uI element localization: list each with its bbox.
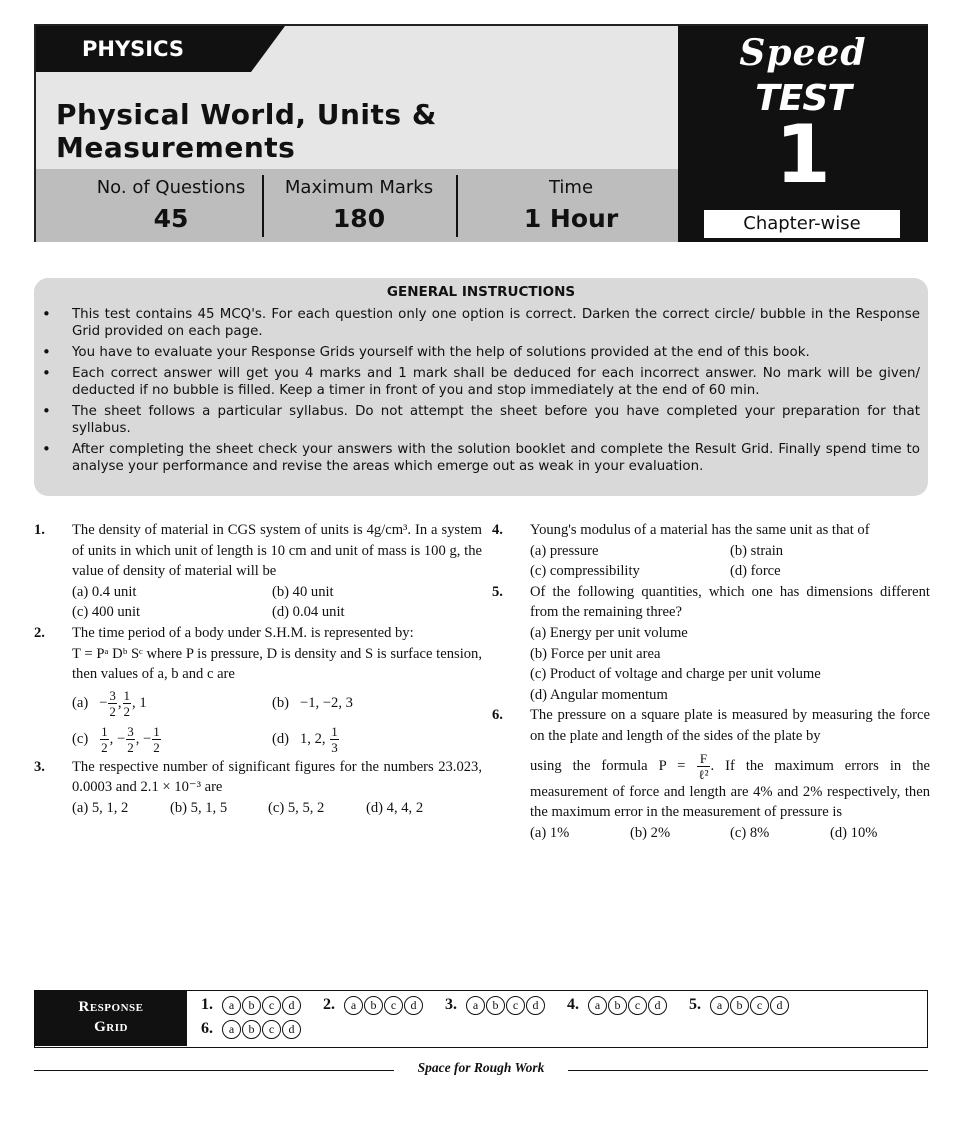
option-label: (d) [272,730,290,747]
option-a: (a) 0.4 unit [72,583,137,600]
answer-bubble-a[interactable]: a [222,1020,241,1039]
instructions-list [42,306,920,479]
denominator: 2 [127,739,134,755]
answer-bubble-c[interactable]: c [262,996,281,1015]
stat-value: 45 [153,204,189,233]
stat-value: 1 Hour [523,204,619,233]
general-instructions [34,278,928,496]
answer-bubble-b[interactable]: b [730,996,749,1015]
response-item [567,993,667,1017]
fraction [123,688,132,719]
instruction-item: • The sheet follows a particular syllabus. Do not attempt the sheet before you have completed your preparation for that syllabus. [42,403,920,437]
fraction [152,724,161,755]
stat-time [476,169,666,242]
numerator: 3 [127,723,134,739]
option-label: (c) [72,730,89,747]
question-4 [492,520,930,582]
rough-work-footer [34,1060,928,1080]
denominator: 2 [101,739,108,755]
option-value: 1, 2, [299,730,326,747]
option-b: (b) 40 unit [272,583,334,600]
option-c: (c) $\frac{1}{2}$ , − $\frac{3}{2}$ , − $\frac{1}{2}$ [72,723,160,755]
question-5 [492,582,930,706]
answer-bubble-d[interactable]: d [770,996,789,1015]
answer-bubble-d[interactable]: d [404,996,423,1015]
response-item-number: 2. [323,996,335,1013]
response-grid-label-line: Response [78,999,144,1015]
answer-bubble-a[interactable]: a [466,996,485,1015]
minus-sign: − [99,694,108,711]
option-c: (c) 8% [730,824,770,841]
questions-left-column [34,520,482,819]
question-1 [34,520,482,623]
stat-divider [456,175,458,237]
question-stem: The pressure on a square plate is measured by measuring the force on the plate and length of the sides of the plate by [530,707,930,744]
options-row [72,602,482,623]
option-b: (b) 5, 1, 5 [170,799,228,816]
options-row [72,582,482,603]
denominator: ℓ² [698,766,709,782]
answer-bubble-c[interactable]: c [262,1020,281,1039]
question-number: 1. [34,522,45,538]
speed-label: Speed [739,32,867,74]
answer-bubble-c[interactable]: c [750,996,769,1015]
response-item [323,993,423,1017]
answer-bubble-c[interactable]: c [506,996,525,1015]
fraction [330,724,339,755]
response-grid-label-line: Grid [94,1019,128,1035]
response-item [201,1017,301,1041]
options-row [72,685,482,721]
option-b [272,685,353,721]
stat-label: No. of Questions [96,177,246,198]
response-grid-items [201,993,921,1041]
response-item-number: 1. [201,996,213,1013]
stat-marks [264,169,454,242]
test-label: TEST [755,78,851,119]
answer-bubble-d[interactable]: d [648,996,667,1015]
option-b: (b) Force per unit area [530,645,661,662]
option-b: (b) 2% [630,824,671,841]
question-stem: The respective number of significant figures for the numbers 23.023, 0.0003 and 2.1 × 10⁻³ are [72,758,482,796]
question-number: 6. [492,707,503,724]
option-d [272,721,340,757]
option-a: (a) − $\frac{3}{2}$ , $\frac{1}{2}$ , 1 [72,687,147,719]
test-header [34,24,928,242]
option-d: (d) Angular momentum [530,686,668,703]
option-a: (a) 5, 1, 2 [72,799,129,816]
response-item-number: 4. [567,996,579,1013]
option-c: (c) compressibility [530,563,640,580]
answer-bubble-a[interactable]: a [222,996,241,1015]
numerator: 1 [101,723,108,739]
option-d: (d) 10% [830,824,878,841]
option-a: (a) pressure [530,542,599,559]
stat-label: Time [548,177,594,198]
stats-bar [36,169,678,242]
response-grid-label [35,991,187,1046]
option-b: (b) strain [730,542,784,559]
option-a: (a) Energy per unit volume [530,624,688,641]
answer-bubble-d[interactable]: d [282,1020,301,1039]
formula-prefix: using the formula P = [530,757,686,774]
rough-work-label: Space for Rough Work [417,1060,545,1075]
answer-bubble-c[interactable]: c [384,996,403,1015]
question-stem: Young's modulus of a material has the same unit as that of [530,522,870,538]
speed-test-badge [678,26,928,242]
instruction-item: • You have to evaluate your Response Grids yourself with the help of solutions provided at the end of this book. [42,344,920,361]
response-item [201,993,301,1017]
pressure-formula [697,751,709,782]
numerator: 1 [123,687,131,703]
response-item [689,993,789,1017]
questions-right-column [492,520,930,843]
chapter-title: Physical World, Units & Measurements [56,98,437,164]
fraction [100,724,109,755]
question-stem-formula [530,751,930,823]
fraction [108,688,117,719]
question-number: 5. [492,583,503,600]
denominator: 2 [153,739,160,755]
options-row [530,541,930,562]
stat-label: Maximum Marks [284,177,434,198]
question-6 [492,705,930,843]
instruction-item: • This test contains 45 MCQ's. For each question only one option is correct. Darken the correct circle/ bubble in the Response Grid provided on each page. [42,306,920,340]
question-number: 3. [34,758,45,775]
option-d: (d) 4, 4, 2 [366,799,424,816]
option-label: (a) [72,694,89,711]
answer-bubble-d[interactable]: d [282,996,301,1015]
option-c: (c) Product of voltage and charge per unit volume [530,666,821,683]
options-row [530,561,930,582]
answer-bubble-a[interactable]: a [344,996,363,1015]
response-item-number: 5. [689,996,701,1013]
chapter-wise-label: Chapter-wise [704,210,900,238]
question-3 [34,757,482,819]
answer-bubble-a[interactable]: a [588,996,607,1015]
response-grid [34,990,928,1048]
question-stem: The time period of a body under S.H.M. is represented by: [72,624,414,641]
stat-value: 180 [332,204,386,233]
question-2 [34,623,482,757]
subject-tab: PHYSICS [36,26,251,72]
numerator: 1 [153,723,160,739]
answer-bubble-b[interactable]: b [242,1020,261,1039]
question-number: 2. [34,624,45,641]
option-d: (d) force [730,563,781,580]
answer-bubble-b[interactable]: b [242,996,261,1015]
option-a: (a) 1% [530,824,570,841]
fraction [126,724,135,755]
option-c: (c) 5, 5, 2 [268,799,325,816]
option-c: (c) 400 unit [72,604,141,621]
answer-bubble-d[interactable]: d [526,996,545,1015]
question-number: 4. [492,522,503,538]
stat-questions [76,169,266,242]
question-stem: The density of material in CGS system of units is 4g/cm³. In a system of units in which unit of length is 10 cm and unit of mass is 100 g, the value of density of material will be [72,522,482,580]
option-d: (d) 0.04 unit [272,604,345,621]
formula-suffix: . If the maximum errors in the measurement of force and length are 4% and 2% respectively, then the maximum error in the measurement of pressure is [530,757,930,821]
header-left-panel [36,26,678,242]
numerator: 3 [109,687,116,703]
answer-bubble-a[interactable]: a [710,996,729,1015]
answer-bubble-b[interactable]: b [608,996,627,1015]
options-row [72,721,482,757]
option-value: −1, −2, 3 [299,694,353,711]
instructions-title: GENERAL INSTRUCTIONS [386,284,576,300]
response-item [445,993,545,1017]
denominator: 3 [331,739,338,755]
test-number: 1 [775,108,831,201]
response-item-number: 3. [445,996,457,1013]
numerator: 1 [331,723,338,739]
answer-bubble-c[interactable]: c [628,996,647,1015]
denominator: 2 [109,703,116,719]
option-label: (b) [272,694,290,711]
denominator: 2 [123,703,131,719]
options-row [530,823,930,844]
option-tail: , 1 [132,694,147,711]
response-item-number: 6. [201,1020,213,1037]
answer-bubble-b[interactable]: b [486,996,505,1015]
question-stem: T = Pᵃ Dᵇ Sᶜ where P is pressure, D is density and S is surface tension, then values of a, b and c are [72,645,482,683]
answer-bubble-b[interactable]: b [364,996,383,1015]
options-row [72,798,482,819]
instruction-item: • After completing the sheet check your answers with the solution booklet and complete the Result Grid. Finally spend time to analyse your performance and revise the areas which emerge out as weak in your evaluation. [42,441,920,475]
question-stem: Of the following quantities, which one has dimensions different from the remaining three? [530,583,930,621]
numerator: F [697,751,709,767]
instruction-item: • Each correct answer will get you 4 marks and 1 mark shall be deduced for each incorrect answer. No mark will be given/ deducted if no bubble is filled. Keep a timer in front of you and stop immediately at the end of 60 min. [42,365,920,399]
